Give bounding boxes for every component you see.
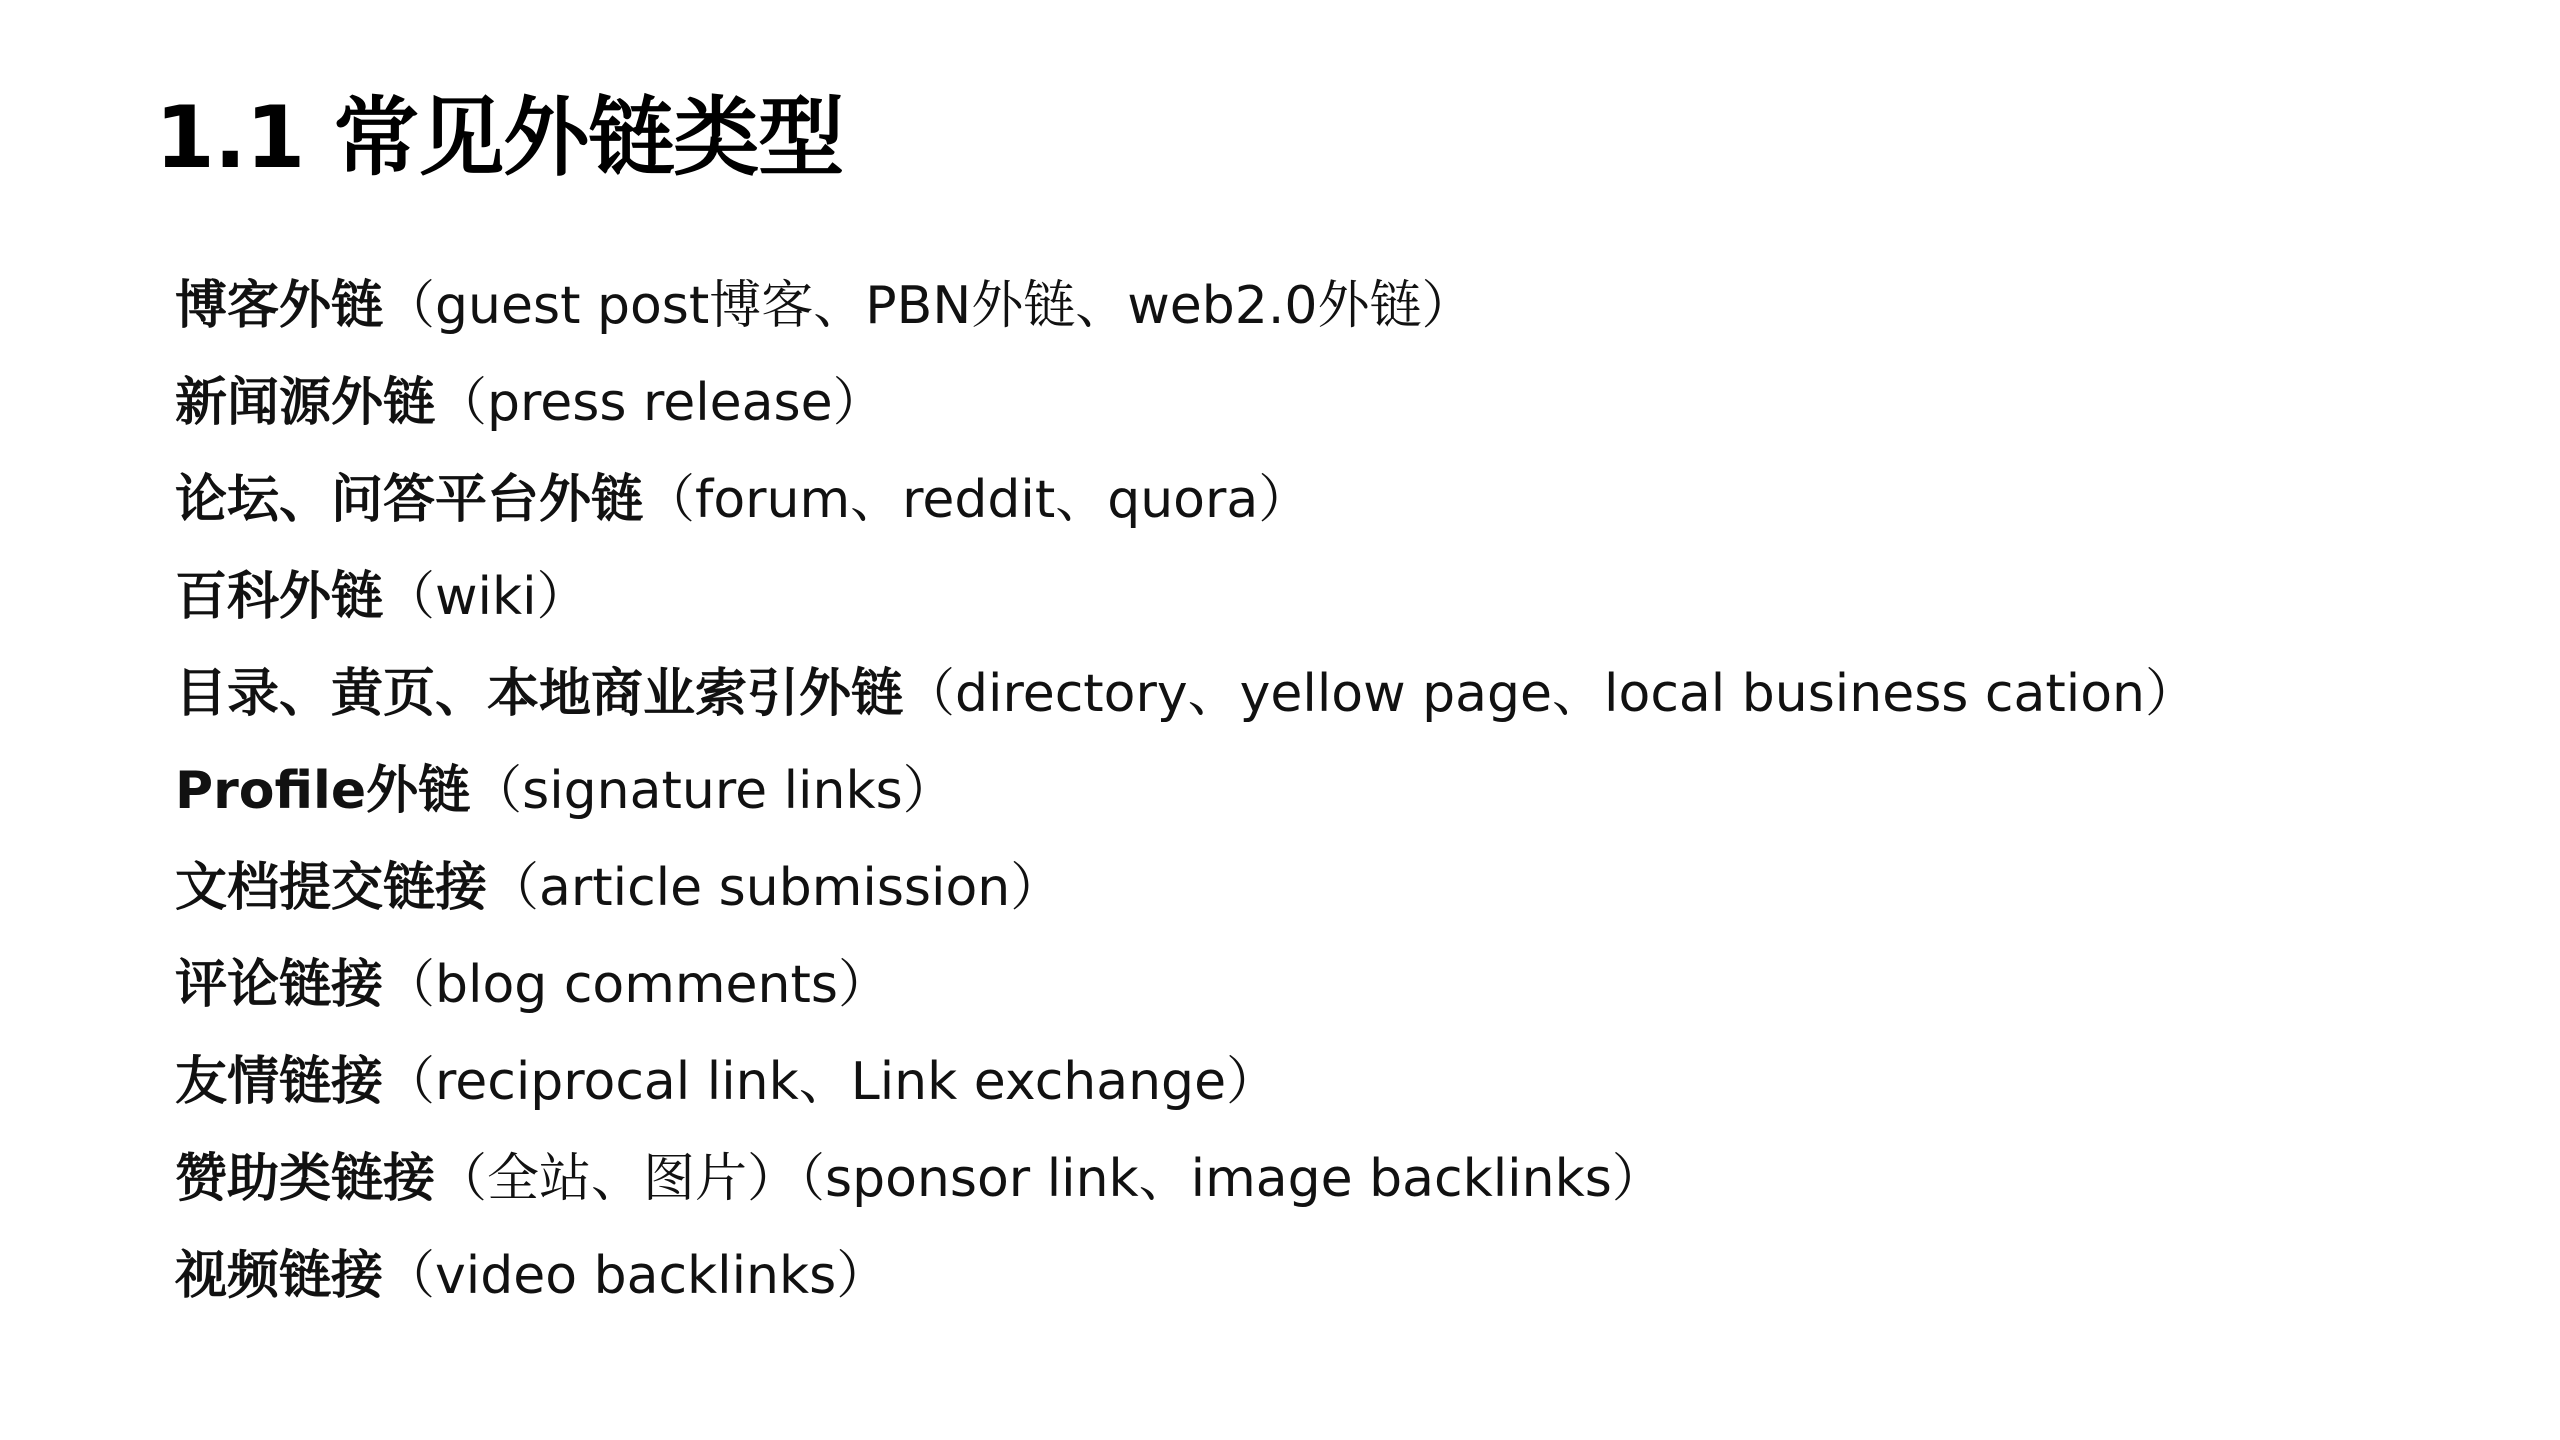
- slide-title: 1.1 常见外链类型: [155, 88, 844, 188]
- backlink-type-list: [175, 275, 2197, 1342]
- list-item-name: 友情链接: [175, 1052, 384, 1112]
- list-item: [175, 1051, 2197, 1148]
- list-item-name: 视频链接: [175, 1246, 384, 1306]
- list-item-detail: （guest post博客、PBN外链、web2.0外链）: [383, 276, 1474, 336]
- list-item-detail: （blog comments）: [383, 955, 890, 1015]
- list-item-detail: （press release）: [435, 373, 885, 433]
- list-item: [175, 857, 2197, 954]
- list-item: [175, 469, 2197, 566]
- list-item: [175, 760, 2197, 857]
- list-item-detail: （signature links）: [470, 761, 955, 821]
- list-item-name: 评论链接: [175, 955, 384, 1015]
- list-item-detail: （全站、图片）（sponsor link、image backlinks）: [435, 1149, 1664, 1209]
- list-item-detail: （forum、reddit、quora）: [643, 470, 1311, 530]
- list-item: [175, 1245, 2197, 1342]
- list-item-name: Profile外链: [175, 761, 471, 821]
- list-item-name: 赞助类链接: [175, 1149, 436, 1209]
- list-item: [175, 566, 2197, 663]
- list-item: [175, 1148, 2197, 1245]
- list-item: [175, 954, 2197, 1051]
- list-item: [175, 372, 2197, 469]
- list-item-name: 论坛、问答平台外链: [175, 470, 644, 530]
- list-item-detail: （directory、yellow page、local business cation）: [903, 664, 2197, 724]
- list-item-name: 百科外链: [175, 567, 384, 627]
- list-item-name: 目录、黄页、本地商业索引外链: [175, 664, 904, 724]
- list-item-name: 文档提交链接: [175, 858, 488, 918]
- list-item: [175, 275, 2197, 372]
- list-item-detail: （article submission）: [487, 858, 1063, 918]
- list-item-detail: （reciprocal link、Link exchange）: [383, 1052, 1279, 1112]
- list-item: [175, 663, 2197, 760]
- list-item-name: 博客外链: [175, 276, 384, 336]
- list-item-name: 新闻源外链: [175, 373, 436, 433]
- list-item-detail: （wiki）: [383, 567, 589, 627]
- list-item-detail: （video backlinks）: [383, 1246, 889, 1306]
